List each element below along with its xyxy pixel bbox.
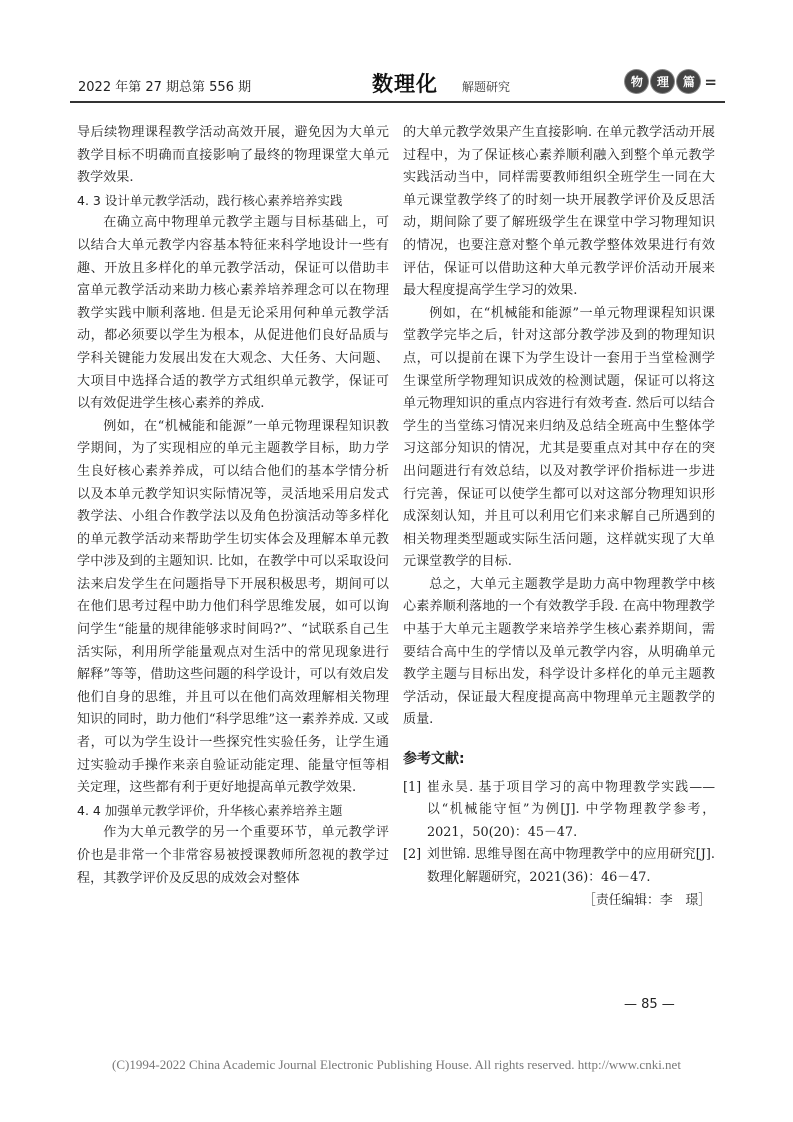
section-heading-4-4: 4. 4 加强单元教学评价，升华核心素养培养主题 — [77, 802, 343, 818]
paragraph: 例如，在“机械能和能源”一单元物理课程知识教学期间，为了实现相应的单元主题教学目标，助力学生良好核心素养养成，可以结合他们的基本学情分析以及本单元教学知识实际情况等，灵活地采用启发式教学法、小组合作教学法以及角色扮演活动等多样化的单元教学活动来帮助学生切实体会及理解本单元教学中涉及到的主题知识. 比如，在教学中可以采取设问法来启发学生在问题指导下开展积极思考，期间可以在他们思考过程中助力他们科学思维发展，如可以询问学生“能量的规律能够求时间吗?”、“试联系自己生活实际，利用所学能量观点对生活中的常见现象进行解释”等等，借助这些问题的科学设计，可以有效启发他们自身的思维，并且可以在他们高效理解相关物理知识的同时，助力他们“科学思维”这一素养养成. 又或者，可以为学生设计一些探究性实验任务，让学生通过实验动手操作来亲自验证动能定理、能量守恒等相关定理，这些都有利于更好地提高单元教学效果. — [77, 418, 389, 796]
paragraph: 导后续物理课程教学活动高效开展，避免因为大单元教学目标不明确而直接影响了最终的物理课堂大单元教学效果. — [77, 125, 389, 186]
references-title: 参考文献: — [403, 751, 465, 768]
reference-number: [2] — [403, 847, 422, 863]
page-header — [70, 70, 725, 100]
left-column — [77, 122, 389, 890]
journal-title: 数理化 — [372, 72, 438, 96]
reference-text: 刘世锦. 思维导图在高中物理教学中的应用研究[J]. 数理化解题研究，2021(36)：46－47. — [427, 847, 715, 885]
right-column — [403, 122, 715, 912]
reference-text: 崔永昊. 基于项目学习的高中物理教学实践——以“机械能守恒”为例[J]. 中学物理教学参考，2021，50(20)：45－47. — [427, 779, 715, 840]
reference-number: [1] — [403, 779, 422, 795]
page-number: — 85 — — [624, 997, 675, 1012]
issue-info: 2022 年第 27 期总第 556 期 — [78, 80, 252, 95]
paragraph: 在确立高中物理单元教学主题与目标基础上，可以结合大单元教学内容基本特征来科学地设计一些有趣、开放且多样化的单元教学活动，保证可以借助丰富单元教学活动来助力核心素养培养理念可以在物理教学实践中顺利落地. 但是无论采用何种单元教学活动，都必须要以学生为根本，从促进他们良好品质与学科关键能力发展出发在大观念、大任务、大问题、大项目中选择合适的教学方式组织单元教学，保证可以有效促进学生核心素养的养成. — [77, 215, 389, 412]
section-badge-1: 物 — [625, 70, 648, 93]
paragraph: 例如，在“机械能和能源”一单元物理课程知识课堂教学完毕之后，针对这部分教学涉及到的物理知识点，可以提前在课下为学生设计一套用于当堂检测学生课堂所学物理知识成效的检测试题，保证可以将这单元物理知识的重点内容进行有效考查. 然后可以结合学生的当堂练习情况来归纳及总结全班高中生整体学习这部分知识的情况，尤其是要重点对其中存在的突出问题进行有效总结，以及对教学评价指标进一步进行完善，保证可以使学生都可以对这部分物理知识形成深刻认知，并且可以利用它们来求解自己所遇到的相关物理类型题或实际生活问题，这样就实现了大单元课堂教学的目标. — [403, 305, 715, 570]
section-badge-3: 篇 — [677, 70, 700, 93]
copyright-footer: (C)1994-2022 China Academic Journal Electronic Publishing House. All rights reserved. http://www.cnki.net — [112, 1057, 681, 1072]
badge-suffix: = — [704, 72, 717, 91]
reference-item — [403, 844, 715, 889]
journal-subtitle: 解题研究 — [462, 80, 511, 94]
paragraph: 总之，大单元主题教学是助力高中物理教学中核心素养顺利落地的一个有效教学手段. 在高中物理教学中基于大单元主题教学来培养学生核心素养期间，需要结合高中生的学情以及单元教学内容，从明确单元教学主题与目标出发，科学设计多样化的单元主题教学活动，保证最大程度提高高中物理单元主题教学的质量. — [403, 576, 715, 728]
paragraph: 作为大单元教学的另一个重要环节，单元教学评价也是非常一个非常容易被授课教师所忽视的教学过程，其教学评价及反思的成效会对整体 — [77, 825, 389, 886]
section-heading-4-3: 4. 3 设计单元教学活动，践行核心素养培养实践 — [77, 192, 343, 208]
section-badge-2: 理 — [651, 70, 674, 93]
header-rule — [70, 101, 725, 103]
responsible-editor: ［责任编辑：李 璟］ — [583, 892, 711, 908]
paragraph: 的大单元教学效果产生直接影响. 在单元教学活动开展过程中，为了保证核心素养顺利融入到整个单元教学实践活动当中，同样需要教师组织全班学生一同在大单元课堂教学终了的时刻一块开展教学评价及反思活动，期间除了要了解班级学生在课堂中学习物理知识的情况，也要注意对整个单元教学整体效果进行有效评估，保证可以借助这种大单元教学评价活动开展来最大程度提高学生学习的效果. — [403, 125, 715, 299]
reference-item — [403, 777, 715, 845]
section-badges — [625, 70, 717, 93]
